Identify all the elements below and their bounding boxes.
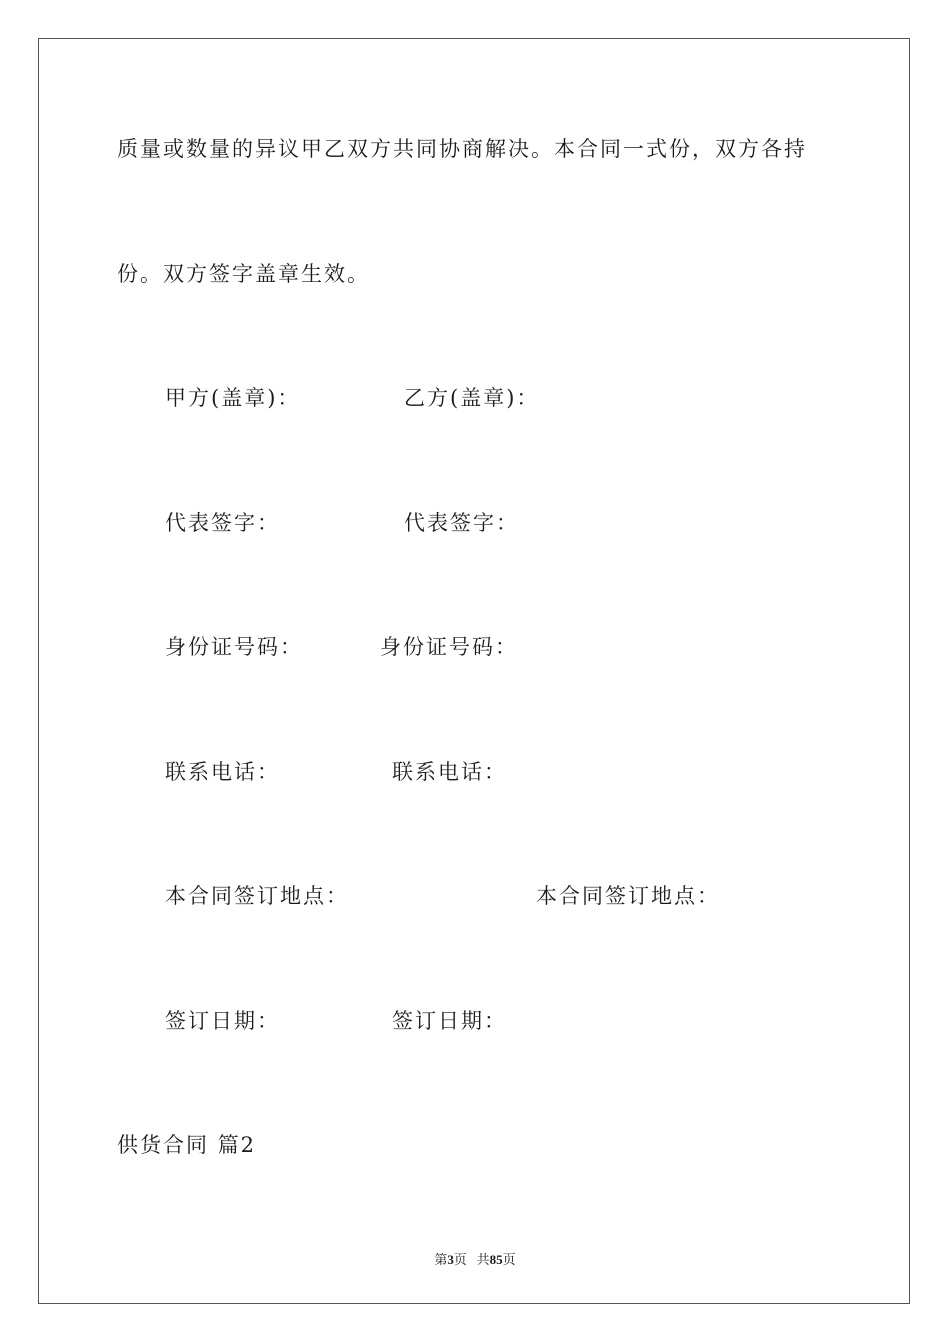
- footer-total-suffix: 页: [502, 1252, 516, 1267]
- footer-page-suffix: 页: [453, 1252, 467, 1267]
- party-b-place-label: 本合同签订地点：: [536, 884, 720, 908]
- body-line-2: 份。双方签字盖章生效。: [117, 262, 370, 286]
- party-b-rep-label: 代表签字：: [404, 511, 519, 535]
- next-section-title: 供货合同: [117, 1133, 209, 1157]
- party-a-place-label: 本合同签订地点：: [165, 884, 349, 908]
- party-a-id-label: 身份证号码：: [165, 635, 303, 659]
- party-b-date-label: 签订日期：: [392, 1009, 507, 1033]
- footer-page-number: 3: [447, 1252, 454, 1267]
- next-section-heading: [117, 1135, 256, 1156]
- document-page: [38, 38, 910, 1304]
- party-b-phone-label: 联系电话：: [392, 760, 507, 784]
- party-b-id-label: 身份证号码：: [380, 635, 518, 659]
- footer-page-prefix: 第: [434, 1252, 448, 1267]
- party-a-seal-label: 甲方(盖章)：: [165, 386, 301, 410]
- party-a-phone-label: 联系电话：: [165, 760, 280, 784]
- page-footer: [0, 1249, 950, 1268]
- footer-total-prefix: 共: [476, 1252, 490, 1267]
- next-section-label: 篇2: [217, 1133, 257, 1157]
- party-a-date-label: 签订日期：: [165, 1009, 280, 1033]
- party-a-rep-label: 代表签字：: [165, 511, 280, 535]
- party-b-seal-label: 乙方(盖章)：: [404, 386, 540, 410]
- body-line-1: 质量或数量的异议甲乙双方共同协商解决。本合同一式份，双方各持: [117, 137, 807, 161]
- footer-total-pages: 85: [489, 1252, 503, 1267]
